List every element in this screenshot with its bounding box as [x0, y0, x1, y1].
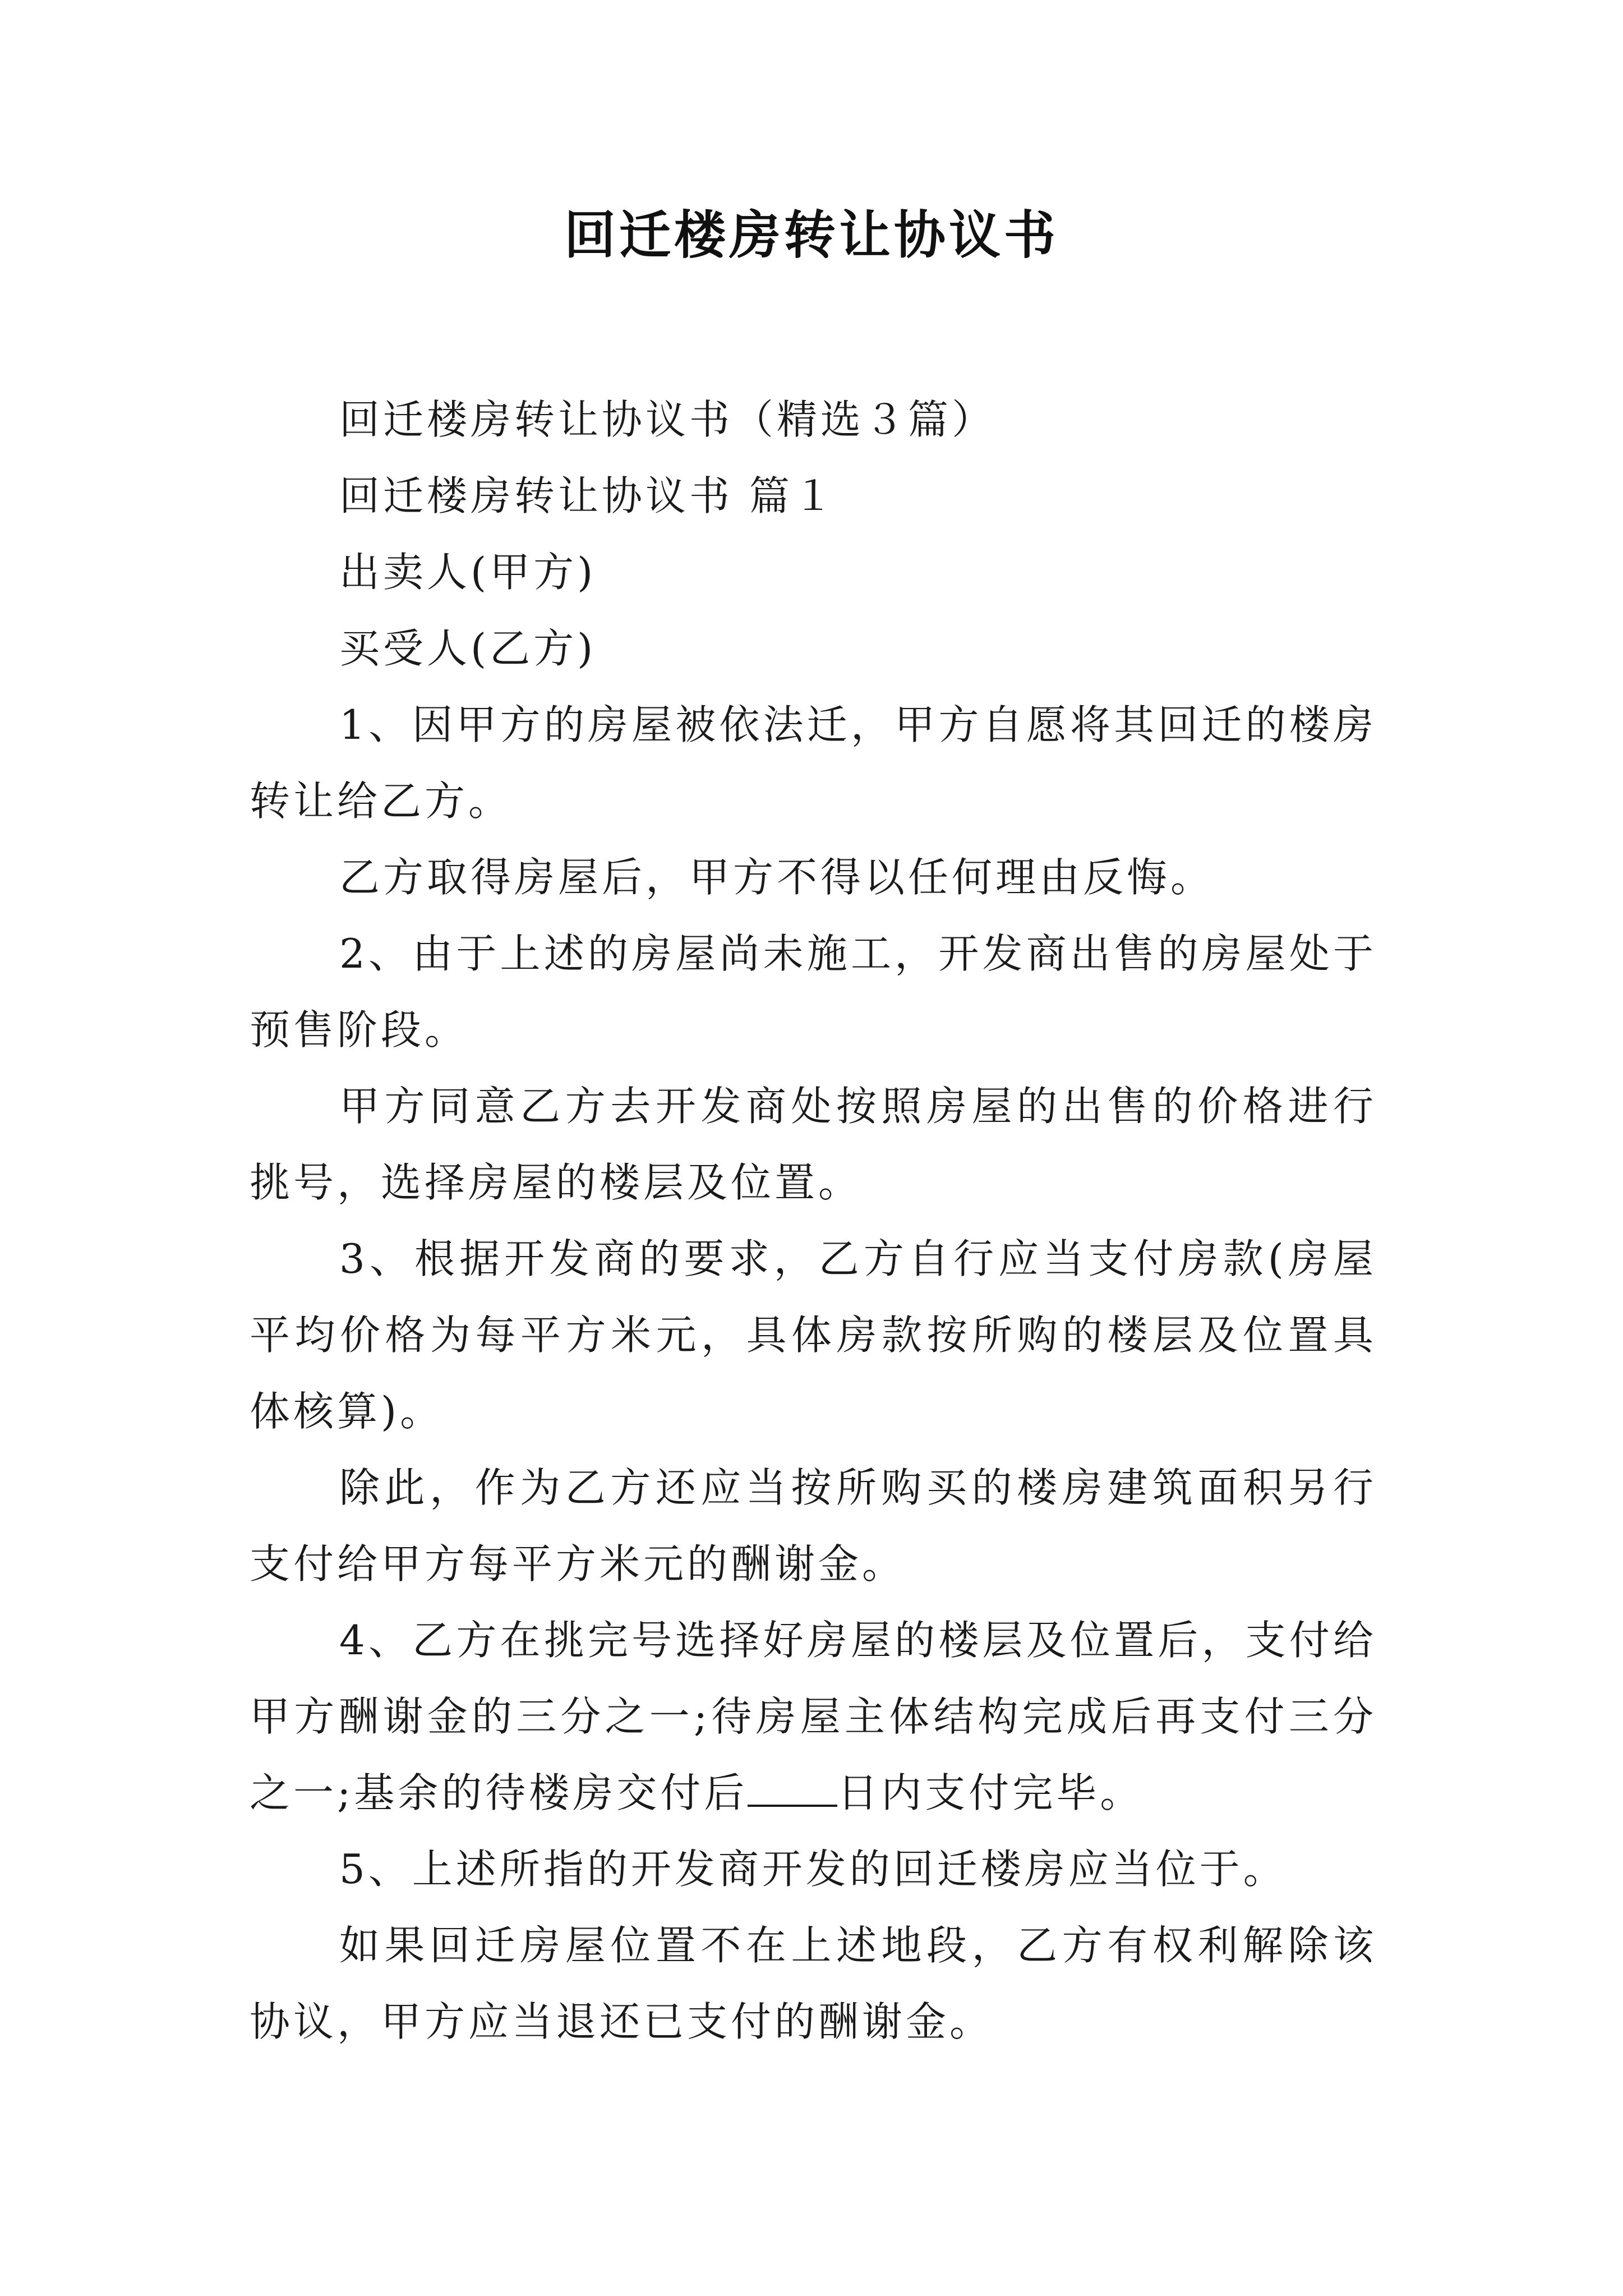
clause-2: 2、由于上述的房屋尚未施工，开发商出售的房屋处于预售阶段。 [250, 930, 1377, 1053]
clause-1-note: 乙方取得房屋后，甲方不得以任何理由反悔。 [339, 854, 1215, 901]
section-heading: 回迁楼房转让协议书 篇１ [339, 472, 837, 519]
clause-4-text-before: 4、乙方在挑完号选择好房屋的楼层及位置后，支付给甲方酬谢金的三分之一;待房屋主体结构完成后再支付三分之一;基余的待楼房交付后 [250, 1617, 1377, 1816]
party-buyer: 买受人(乙方) [339, 625, 597, 672]
party-seller: 出卖人(甲方) [339, 549, 597, 596]
document-title: 回迁楼房转让协议书 [564, 205, 1059, 265]
clause-3-note: 除此，作为乙方还应当按所购买的楼房建筑面积另行支付给甲方每平方米元的酬谢金。 [250, 1464, 1377, 1588]
clause-1: 1、因甲方的房屋被依法迁，甲方自愿将其回迁的楼房转让给乙方。 [250, 701, 1377, 825]
clause-4-text-after: 日内支付完毕。 [837, 1769, 1144, 1816]
clause-5-note: 如果回迁房屋位置不在上述地段，乙方有权利解除该协议，甲方应当退还已支付的酬谢金。 [250, 1922, 1377, 2045]
document-body [250, 381, 1377, 2060]
subtitle-selection: 回迁楼房转让协议书（精选３篇） [339, 396, 996, 443]
clause-4 [250, 1602, 1377, 1831]
clause-2-note: 甲方同意乙方去开发商处按照房屋的出售的价格进行挑号，选择房屋的楼层及位置。 [250, 1083, 1377, 1206]
fill-in-blank [748, 1771, 837, 1807]
clause-3: 3、根据开发商的要求，乙方自行应当支付房款(房屋平均价格为每平方米元，具体房款按所购的楼层及位置具体核算)。 [250, 1235, 1377, 1435]
clause-5: 5、上述所指的开发商开发的回迁楼房应当位于。 [339, 1846, 1287, 1893]
